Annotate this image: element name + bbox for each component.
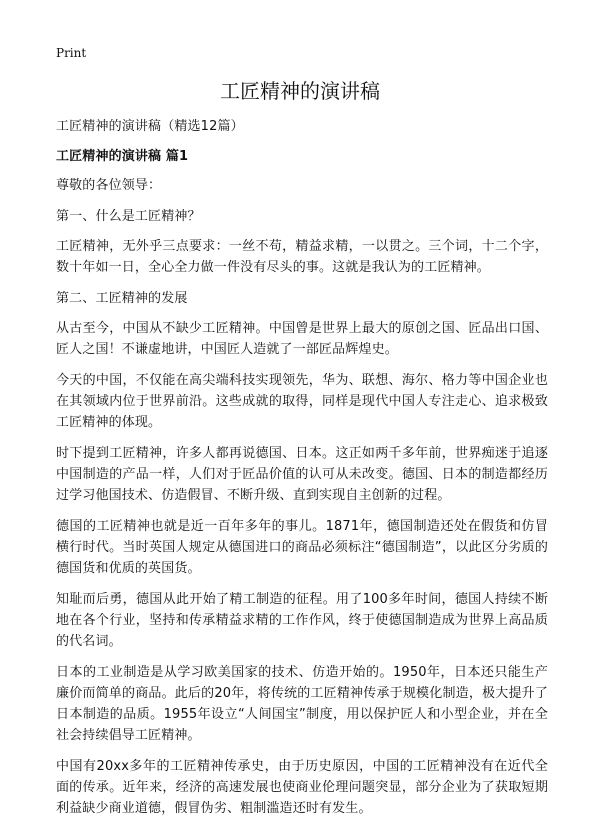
- document-body: [56, 116, 548, 829]
- salutation: 尊敬的各位领导：: [56, 178, 162, 193]
- section-heading: 工匠精神的演讲稿 篇1: [56, 149, 189, 164]
- paragraph: 从古至今，中国从不缺少工匠精神。中国曾是世界上最大的原创之国、匠品出口国、匠人之国！不谦虚地讲，中国匠人造就了一部匠品辉煌史。: [56, 321, 548, 357]
- paragraph: 工匠精神，无外乎三点要求：一丝不苟，精益求精，一以贯之。三个词，十二个字，数十年如一日，全心全力做一件没有尽头的事。这就是我认为的工匠精神。: [56, 239, 548, 275]
- paragraph: 知耻而后勇，德国从此开始了精工制造的征程。用了100多年时间，德国人持续不断地在各个行业，坚持和传承精益求精的工作作风，终于使德国制造成为世界上高品质的代名词。: [56, 592, 548, 649]
- paragraph: 时下提到工匠精神，许多人都再说德国、日本。这正如两千多年前，世界痴迷于追逐中国制造的产品一样，人们对于匠品价值的认可从未改变。德国、日本的制造都经历过学习他国技术、仿造假冒、不断升级、直到实现自主创新的过程。: [56, 446, 548, 503]
- document-title: 工匠精神的演讲稿: [220, 79, 380, 103]
- subheading-development: 第二、工匠精神的发展: [56, 291, 188, 306]
- paragraph: 今天的中国，不仅能在高尖端科技实现领先，华为、联想、海尔、格力等中国企业也在其领域内位于世界前沿。这些成就的取得，同样是现代中国人专注走心、追求极致工匠精神的体现。: [56, 373, 548, 430]
- document-subtitle: 工匠精神的演讲稿（精选12篇）: [56, 119, 244, 134]
- subheading-what-is: 第一、什么是工匠精神？: [56, 209, 201, 224]
- paragraph: 日本的工业制造是从学习欧美国家的技术、仿造开始的。1950年，日本还只能生产廉价而简单的商品。此后的20年，将传统的工匠精神传承于规模化制造，极大提升了日本制造的品质。1955年设立“人间国宝”制度，用以保护匠人和小型企业，并在全社会持续倡导工匠精神。: [56, 665, 548, 743]
- paragraph: 德国的工匠精神也就是近一百年多年的事儿。1871年，德国制造还处在假货和仿冒横行时代。当时英国人规定从德国进口的商品必须标注“德国制造”，以此区分劣质的德国货和优质的英国货。: [56, 519, 548, 576]
- paragraph: 中国有20xx多年的工匠精神传承史，由于历史原因，中国的工匠精神没有在近代全面的传承。近年来，经济的高速发展也使商业伦理问题突显，部分企业为了获取短期利益缺少商业道德，假冒伪劣、粗制滥造还时有发生。: [56, 759, 548, 816]
- print-label: Print: [56, 46, 87, 60]
